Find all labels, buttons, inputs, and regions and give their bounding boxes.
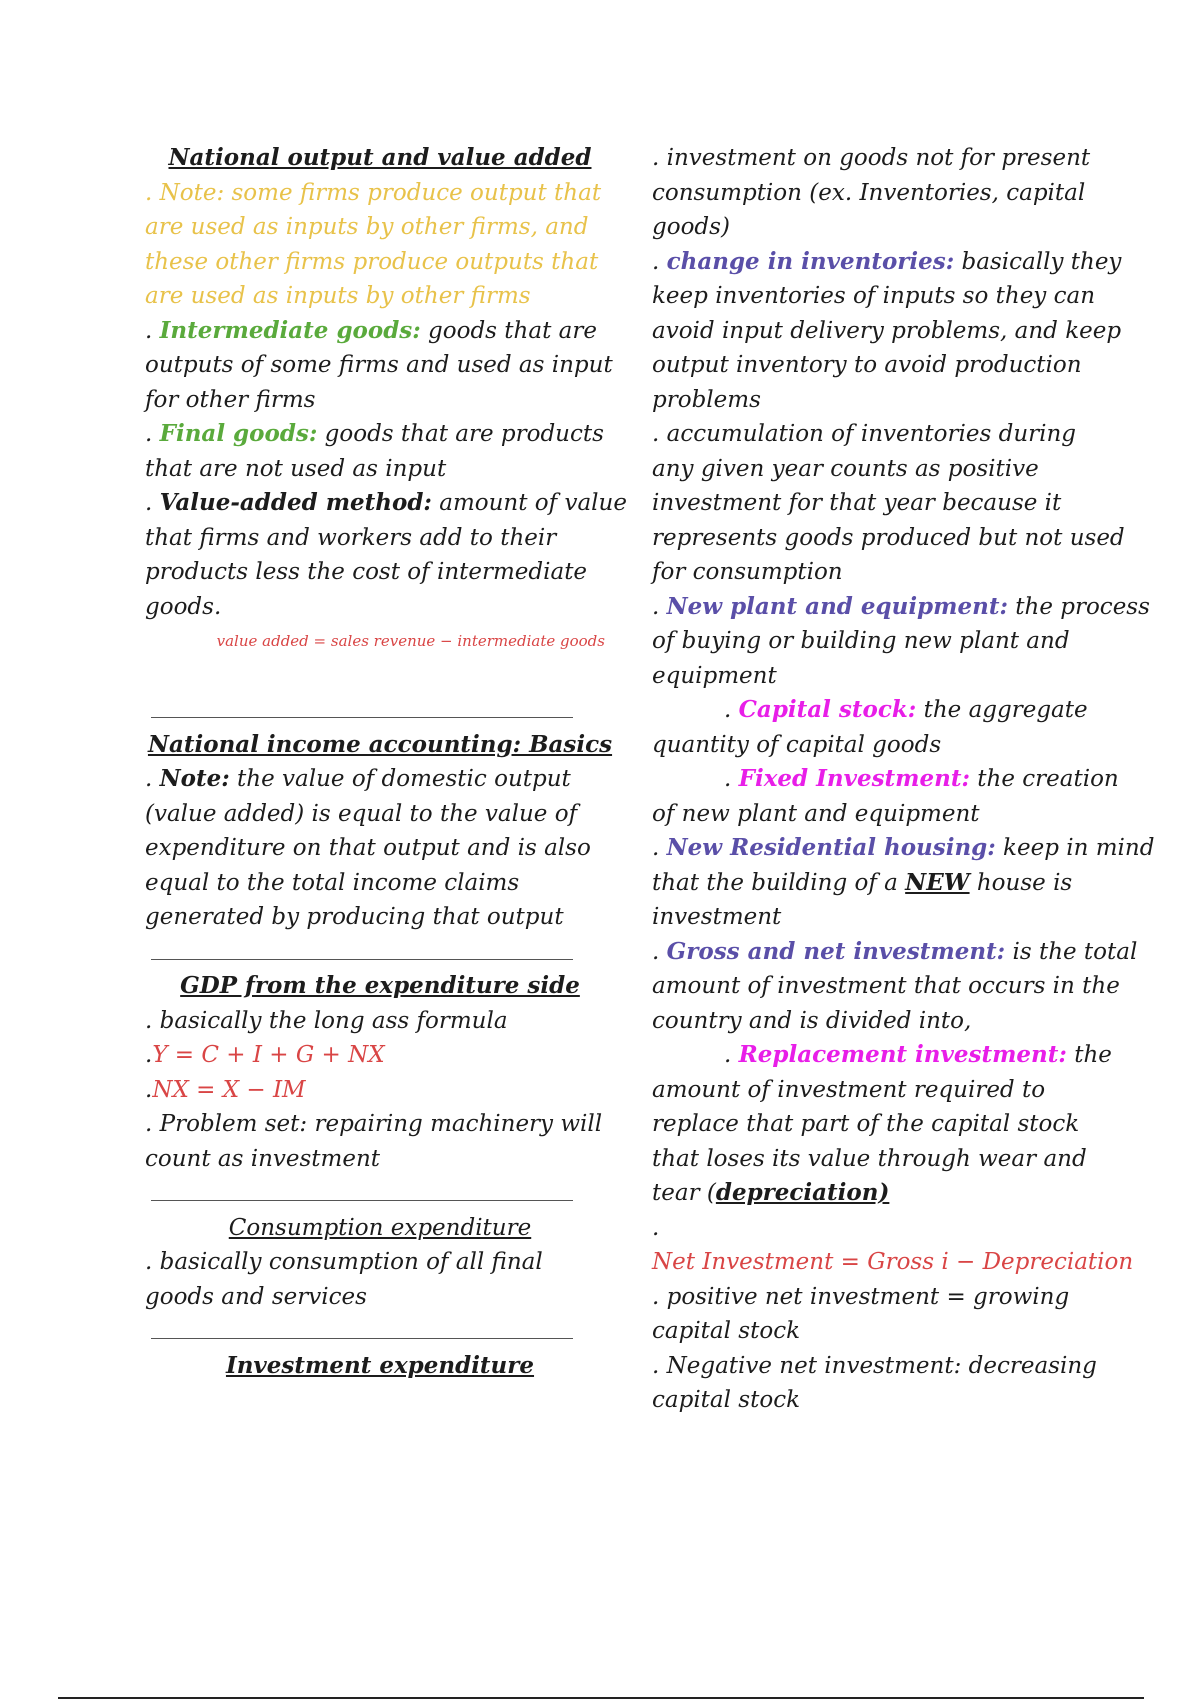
gdp-formula xyxy=(145,1038,615,1073)
residential-line xyxy=(652,866,1172,901)
text-line: replace that part of the capital stock xyxy=(652,1111,1080,1137)
text-line: amount of investment required to xyxy=(652,1076,1046,1103)
bullet: . xyxy=(652,593,667,620)
text-line: expenditure on that output and is also xyxy=(145,835,591,861)
note-basics xyxy=(145,762,615,797)
text-line: count as investment xyxy=(145,1145,381,1172)
nx-formula xyxy=(145,1073,615,1108)
section-divider xyxy=(145,1314,615,1349)
left-column xyxy=(145,141,627,1383)
section-divider xyxy=(145,935,615,970)
section-divider xyxy=(145,1176,615,1211)
tear-line xyxy=(652,1176,1172,1211)
text-line: . investment on goods not for present xyxy=(652,145,1091,171)
text-fragment: house is xyxy=(969,869,1073,896)
text-line: outputs of some firms and used as input xyxy=(145,352,613,378)
text-line: investment xyxy=(652,904,782,930)
text-line: equal to the total income claims xyxy=(145,869,520,896)
nx-formula-text: NX = X − IM xyxy=(152,1076,306,1103)
bullet: . xyxy=(652,835,667,861)
text-line: goods) xyxy=(652,214,730,240)
term-new-plant: New plant and equipment: xyxy=(666,592,1008,620)
gdp-formula-text: Y = C + I + G + NX xyxy=(152,1042,385,1068)
net-investment-formula: Net Investment = Gross i − Depreciation xyxy=(652,1249,1134,1275)
heading-gdp-expenditure: GDP from the expenditure side xyxy=(180,972,580,999)
change-inventories-def xyxy=(652,245,1172,280)
text-line: products less the cost of intermediate xyxy=(145,559,588,585)
replacement-investment-def xyxy=(652,1038,1172,1073)
text-line: of buying or building new plant and xyxy=(652,628,1070,654)
heading-national-output: National output and value added xyxy=(168,144,592,171)
new-emphasis: NEW xyxy=(905,868,970,896)
residential-housing-def xyxy=(652,831,1172,866)
term-intermediate-goods: Intermediate goods: xyxy=(159,316,421,344)
bullet: . xyxy=(145,490,160,516)
value-added-def xyxy=(145,486,627,521)
definition-text: the creation xyxy=(969,766,1119,792)
definition-text: goods that are products xyxy=(317,421,604,447)
value-added-formula: value added = sales revenue − intermediate goods xyxy=(216,632,605,650)
section-divider xyxy=(145,693,615,728)
intermediate-goods-def xyxy=(145,314,615,349)
text-line: quantity of capital goods xyxy=(652,731,942,758)
final-goods-def xyxy=(145,417,615,452)
bullet: . xyxy=(145,1076,153,1103)
text-line: that are not used as input xyxy=(145,455,447,482)
text-line: goods. xyxy=(145,593,222,620)
bullet: . xyxy=(145,766,160,792)
text-line: investment for that year because it xyxy=(652,490,1062,516)
term-note: Note: xyxy=(159,765,230,792)
text-line: . basically the long ass formula xyxy=(145,1007,508,1034)
text-line: equipment xyxy=(652,662,777,689)
term-value-added-method: Value-added method: xyxy=(159,489,432,516)
text-fragment: that the building of a xyxy=(652,869,906,896)
bullet: . xyxy=(145,317,160,344)
definition-text: basically they xyxy=(954,248,1122,275)
fixed-investment-def xyxy=(652,762,1172,797)
text-line: avoid input delivery problems, and keep xyxy=(652,317,1122,344)
bullet: . xyxy=(724,766,739,792)
definition-text: the value of domestic output xyxy=(229,766,571,792)
right-column xyxy=(652,141,1172,1418)
heading-consumption: Consumption expenditure xyxy=(228,1214,532,1241)
note-line: are used as inputs by other firms, and xyxy=(145,214,589,240)
bullet: . xyxy=(145,421,160,447)
text-line: . accumulation of inventories during xyxy=(652,421,1077,447)
new-plant-def xyxy=(652,590,1172,625)
dot-line: . xyxy=(652,1214,660,1241)
definition-text: keep in mind xyxy=(995,835,1155,861)
definition-text: goods that are xyxy=(420,317,597,344)
text-line: . Problem set: repairing machinery will xyxy=(145,1111,603,1137)
bullet: . xyxy=(652,938,667,965)
depreciation-emphasis: depreciation) xyxy=(715,1179,890,1206)
text-line: amount of investment that occurs in the xyxy=(652,973,1120,999)
text-line: keep inventories of inputs so they can xyxy=(652,283,1096,309)
bullet: . xyxy=(652,248,667,275)
text-line: of new plant and equipment xyxy=(652,800,980,827)
page-bottom-rule xyxy=(58,1697,1144,1699)
text-line: represents goods produced but not used xyxy=(652,524,1125,551)
term-residential-housing: New Residential housing: xyxy=(666,834,996,861)
text-line: problems xyxy=(652,386,761,413)
gross-net-def xyxy=(652,935,1172,970)
term-gross-net-investment: Gross and net investment: xyxy=(666,937,1006,965)
definition-text: amount of value xyxy=(431,490,627,516)
definition-text: is the total xyxy=(1005,938,1138,965)
text-line: capital stock xyxy=(652,1387,801,1413)
term-final-goods: Final goods: xyxy=(159,420,318,447)
definition-text: the aggregate xyxy=(916,697,1088,723)
text-line: any given year counts as positive xyxy=(652,455,1039,482)
spacer xyxy=(145,659,615,694)
text-line: . positive net investment = growing xyxy=(652,1283,1070,1310)
term-capital-stock: Capital stock: xyxy=(738,696,917,723)
text-line: output inventory to avoid production xyxy=(652,352,1082,378)
text-line: (value added) is equal to the value of xyxy=(145,800,578,827)
text-line: . Negative net investment: decreasing xyxy=(652,1352,1097,1379)
text-line: capital stock xyxy=(652,1318,801,1344)
bullet: . xyxy=(724,697,739,723)
heading-national-income: National income accounting: Basics xyxy=(147,730,613,758)
definition-text: the xyxy=(1066,1042,1112,1068)
bullet: . xyxy=(724,1042,739,1068)
text-line: that firms and workers add to their xyxy=(145,524,557,551)
term-change-in-inventories: change in inventories: xyxy=(666,247,955,275)
bullet: . xyxy=(145,1042,153,1068)
text-line: for other firms xyxy=(145,386,316,413)
heading-investment: Investment expenditure xyxy=(225,1351,535,1379)
text-fragment: tear ( xyxy=(652,1180,716,1206)
term-replacement-investment: Replacement investment: xyxy=(738,1041,1067,1068)
text-line: consumption (ex. Inventories, capital xyxy=(652,179,1086,206)
text-line: . basically consumption of all final xyxy=(145,1249,543,1275)
text-line: country and is divided into, xyxy=(652,1007,972,1034)
text-line: for consumption xyxy=(652,559,843,585)
text-line: goods and services xyxy=(145,1283,367,1310)
definition-text: the process xyxy=(1007,593,1150,620)
note-line: these other firms produce outputs that xyxy=(145,248,599,275)
capital-stock-def xyxy=(652,693,1172,728)
note-line: . Note: some firms produce output that xyxy=(145,179,602,206)
note-line: are used as inputs by other firms xyxy=(145,283,531,309)
text-line: that loses its value through wear and xyxy=(652,1145,1087,1172)
text-line: generated by producing that output xyxy=(145,904,564,930)
term-fixed-investment: Fixed Investment: xyxy=(738,765,970,792)
